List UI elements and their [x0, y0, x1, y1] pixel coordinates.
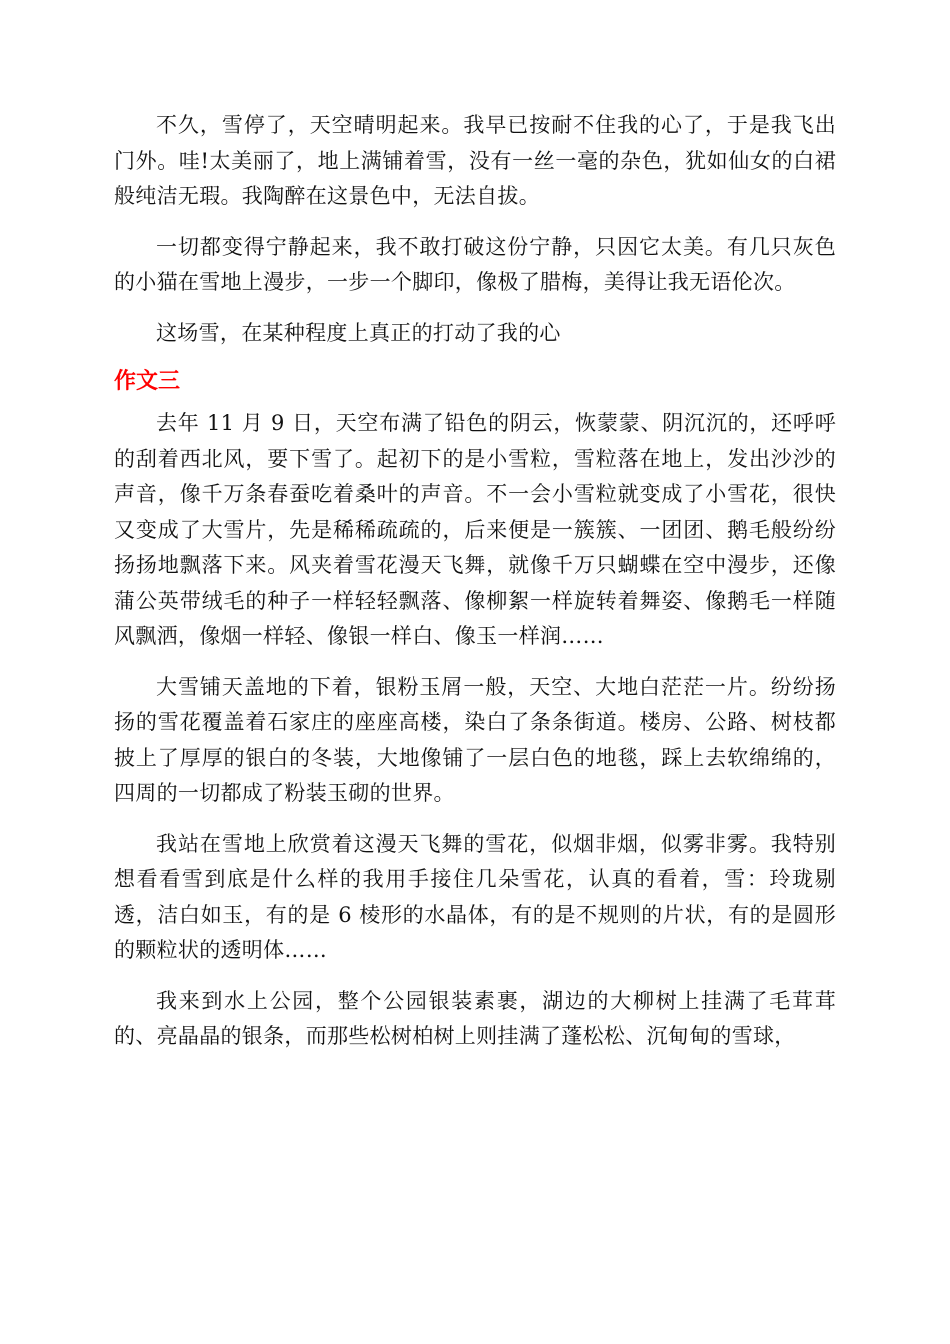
paragraph: 我来到水上公园，整个公园银装素裹，湖边的大柳树上挂满了毛茸茸的、亮晶晶的银条，而那些松树柏树上则挂满了蓬松松、沉甸甸的雪球， — [114, 988, 836, 1048]
paragraph: 我站在雪地上欣赏着这漫天飞舞的雪花，似烟非烟，似雾非雾。我特别想看看雪到底是什么样的我用手接住几朵雪花，认真的看着，雪：玲珑剔透，洁白如玉，有的是 6 棱形的水晶体，有的是不规则的片状，有的是圆形的颗粒状的透明体…… — [114, 831, 836, 962]
document-page — [114, 108, 836, 1055]
paragraph: 大雪铺天盖地的下着，银粉玉屑一般，天空、大地白茫茫一片。纷纷扬扬的雪花覆盖着石家庄的座座高楼，染白了条条街道。楼房、公路、树枝都披上了厚厚的银白的冬装，大地像铺了一层白色的地毯，踩上去软绵绵的，四周的一切都成了粉装玉砌的世界。 — [114, 674, 836, 805]
paragraph: 不久，雪停了，天空晴明起来。我早已按耐不住我的心了，于是我飞出门外。哇!太美丽了，地上满铺着雪，没有一丝一毫的杂色，犹如仙女的白裙般纯洁无瑕。我陶醉在这景色中，无法自拔。 — [114, 113, 836, 208]
paragraph: 这场雪，在某种程度上真正的打动了我的心 — [156, 320, 561, 345]
paragraph: 去年 11 月 9 日，天空布满了铅色的阴云，恢蒙蒙、阴沉沉的，还呼呼的刮着西北风，要下雪了。起初下的是小雪粒，雪粒落在地上，发出沙沙的声音，像千万条春蚕吃着桑叶的声音。不一会小雪粒就变成了小雪花，很快又变成了大雪片，先是稀稀疏疏的，后来便是一簇簇、一团团、鹅毛般纷纷扬扬地飘落下来。风夹着雪花漫天飞舞，就像千万只蝴蝶在空中漫步，还像蒲公英带绒毛的种子一样轻轻飘落、像柳絮一样旋转着舞姿、像鹅毛一样随风飘洒，像烟一样轻、像银一样白、像玉一样润…… — [114, 411, 836, 648]
section-heading: 作文三 — [114, 369, 181, 394]
paragraph: 一切都变得宁静起来，我不敢打破这份宁静，只因它太美。有几只灰色的小猫在雪地上漫步，一步一个脚印，像极了腊梅，美得让我无语伦次。 — [114, 234, 836, 294]
